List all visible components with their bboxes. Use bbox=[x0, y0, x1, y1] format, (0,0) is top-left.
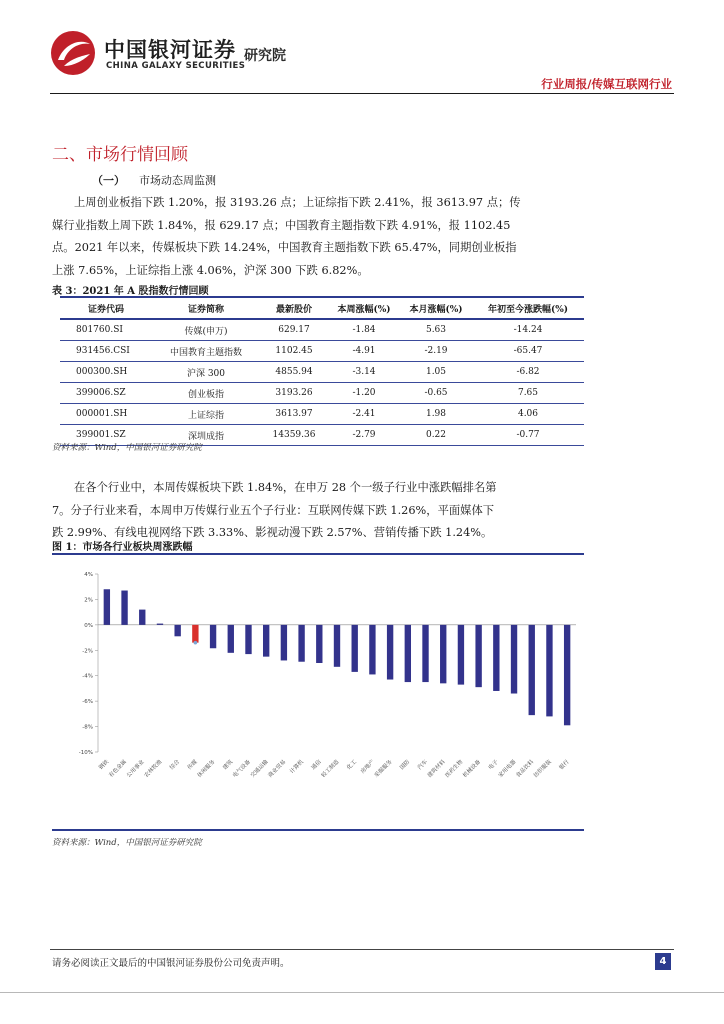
chart-top-divider bbox=[52, 553, 584, 555]
cell-month-change: 1.05 bbox=[400, 362, 472, 383]
cell-name: 深圳成指 bbox=[152, 425, 260, 446]
cell-week-change: -1.84 bbox=[328, 319, 400, 341]
column-header-name: 证券简称 bbox=[152, 297, 260, 319]
chart-caption: 图 1：市场各行业板块周涨跌幅 bbox=[52, 542, 193, 553]
cell-code: 399006.SZ bbox=[60, 383, 152, 404]
x-category-label: 综合 bbox=[169, 759, 182, 772]
bar-industry bbox=[475, 625, 481, 687]
x-category-label: 纺织服装 bbox=[533, 759, 553, 779]
bar-industry bbox=[245, 625, 251, 654]
y-tick-label: 0% bbox=[84, 622, 93, 629]
bar-industry bbox=[387, 625, 393, 680]
bar-industry bbox=[157, 624, 163, 625]
cell-price: 4855.94 bbox=[260, 362, 328, 383]
paragraph-line: 在各个行业中，本周传媒板块下跌 1.84%，在申万 28 个一级子行业中涨跌幅排名第 bbox=[74, 481, 497, 494]
y-tick-label: 4% bbox=[84, 572, 93, 578]
x-category-label: 农林牧渔 bbox=[143, 759, 164, 779]
x-category-label: 食品饮料 bbox=[515, 759, 536, 779]
brand-name-cn: 中国银河证券 bbox=[104, 38, 236, 62]
x-category-label: 休闲服务 bbox=[196, 759, 217, 779]
bar-industry bbox=[316, 625, 322, 663]
column-header-ytd-change: 年初至今涨跌幅(%) bbox=[472, 297, 584, 319]
y-tick-label: -6% bbox=[82, 699, 93, 706]
cell-ytd-change: 7.65 bbox=[472, 383, 584, 404]
subsection-label: 市场动态周监测 bbox=[139, 174, 216, 187]
brand-name-en: CHINA GALAXY SECURITIES bbox=[106, 61, 246, 71]
cell-month-change: -0.65 bbox=[400, 383, 472, 404]
cell-name: 上证综指 bbox=[152, 404, 260, 425]
paragraph-line: 跌 2.99%、有线电视网络下跌 3.33%、影视动漫下跌 2.57%、营销传播下跌 1.24%。 bbox=[52, 526, 493, 539]
paragraph-line: 媒行业指数上周下跌 1.84%，报 629.17 点；中国教育主题指数下跌 4.91%，报 1102.45 bbox=[52, 218, 511, 232]
section-title: 二、市场行情回顾 bbox=[52, 145, 188, 165]
cell-month-change: 5.63 bbox=[400, 319, 472, 341]
bar-industry bbox=[352, 625, 358, 672]
bar-industry bbox=[228, 625, 234, 653]
industry-weekly-change-chart bbox=[52, 556, 584, 828]
chart-source-note: 资料来源：Wind，中国银河证券研究院 bbox=[52, 838, 202, 848]
cell-price: 1102.45 bbox=[260, 341, 328, 362]
cell-name: 中国教育主题指数 bbox=[152, 341, 260, 362]
bar-industry bbox=[104, 589, 110, 625]
page-bottom-line bbox=[0, 992, 724, 993]
x-category-label: 汽车 bbox=[416, 759, 429, 772]
x-category-label: 电子 bbox=[487, 759, 500, 772]
cell-code: 000300.SH bbox=[60, 362, 152, 383]
cell-month-change: 0.22 bbox=[400, 425, 472, 446]
industry-summary-paragraph bbox=[52, 477, 676, 545]
brand-institute: 研究院 bbox=[244, 48, 286, 64]
x-category-label: 机械设备 bbox=[462, 759, 483, 779]
paragraph-line: 7。分子行业来看，本周申万传媒行业五个子行业：互联网传媒下跌 1.26%，平面媒体下 bbox=[52, 503, 495, 517]
y-tick-label: -10% bbox=[78, 750, 93, 756]
bar-industry bbox=[281, 625, 287, 661]
x-category-label: 交通运输 bbox=[249, 759, 270, 779]
x-category-label: 钢铁 bbox=[98, 759, 111, 772]
cell-code: 931456.CSI bbox=[60, 341, 152, 362]
bar-industry bbox=[511, 625, 517, 694]
table-caption: 表 3：2021 年 A 股指数行情回顾 bbox=[52, 286, 209, 297]
x-category-label: 建筑材料 bbox=[426, 759, 447, 779]
cell-code: 399001.SZ bbox=[60, 425, 152, 446]
x-category-label: 国防 bbox=[399, 759, 412, 772]
cell-code: 801760.SI bbox=[60, 319, 152, 341]
cell-ytd-change: 4.06 bbox=[472, 404, 584, 425]
bar-industry bbox=[422, 625, 428, 682]
paragraph-line: 上周创业板指下跌 1.20%，报 3193.26 点；上证综指下跌 2.41%，报 3613.97 点；传 bbox=[74, 196, 521, 209]
y-tick-label: -2% bbox=[82, 648, 93, 655]
cell-name: 创业板指 bbox=[152, 383, 260, 404]
cell-price: 3613.97 bbox=[260, 404, 328, 425]
cell-week-change: -2.79 bbox=[328, 425, 400, 446]
cell-week-change: -3.14 bbox=[328, 362, 400, 383]
cell-name: 传媒(申万) bbox=[152, 319, 260, 341]
market-summary-paragraph bbox=[52, 192, 676, 282]
index-performance-table bbox=[60, 296, 584, 446]
x-category-label: 化工 bbox=[346, 759, 359, 772]
cell-week-change: -2.41 bbox=[328, 404, 400, 425]
bar-industry bbox=[458, 625, 464, 685]
bar-industry bbox=[440, 625, 446, 683]
y-tick-label: -4% bbox=[82, 673, 93, 680]
highlight-marker bbox=[194, 641, 198, 645]
column-header-week-change: 本周涨幅(%) bbox=[328, 297, 400, 319]
bar-industry bbox=[263, 625, 269, 657]
x-category-label: 银行 bbox=[558, 759, 571, 772]
footer-divider bbox=[50, 949, 674, 950]
y-tick-label: -8% bbox=[82, 724, 93, 731]
x-category-label: 通信 bbox=[310, 759, 323, 772]
bar-industry bbox=[493, 625, 499, 691]
x-category-label: 传媒 bbox=[186, 759, 199, 772]
table-row bbox=[60, 362, 584, 383]
table-row bbox=[60, 383, 584, 404]
bar-industry bbox=[121, 591, 127, 625]
x-category-label: 电气设备 bbox=[232, 759, 252, 779]
paragraph-line: 上涨 7.65%，上证综指上涨 4.06%，沪深 300 下跌 6.82%。 bbox=[52, 263, 369, 277]
x-category-label: 计算机 bbox=[289, 759, 306, 776]
cell-ytd-change: -14.24 bbox=[472, 319, 584, 341]
bar-industry bbox=[334, 625, 340, 667]
chart-bottom-divider bbox=[52, 829, 584, 831]
cell-ytd-change: -65.47 bbox=[472, 341, 584, 362]
x-category-label: 轻工制造 bbox=[320, 759, 341, 779]
bar-industry bbox=[529, 625, 535, 715]
cell-price: 629.17 bbox=[260, 319, 328, 341]
column-header-code: 证券代码 bbox=[60, 297, 152, 319]
column-header-month-change: 本月涨幅(%) bbox=[400, 297, 472, 319]
x-category-label: 房地产 bbox=[359, 759, 376, 776]
cell-month-change: -2.19 bbox=[400, 341, 472, 362]
column-header-price: 最新股价 bbox=[260, 297, 328, 319]
bar-industry bbox=[564, 625, 570, 725]
galaxy-logo-icon bbox=[50, 30, 96, 76]
bar-industry bbox=[298, 625, 304, 662]
cell-week-change: -1.20 bbox=[328, 383, 400, 404]
bar-industry bbox=[210, 625, 216, 648]
x-category-label: 商业贸易 bbox=[267, 759, 288, 779]
y-tick-label: 2% bbox=[84, 597, 93, 604]
cell-week-change: -4.91 bbox=[328, 341, 400, 362]
x-category-label: 采掘服务 bbox=[373, 759, 394, 779]
subsection-number: （一） bbox=[92, 174, 125, 187]
table-source-note: 资料来源：Wind，中国银河证券研究院 bbox=[52, 443, 202, 453]
header-divider bbox=[50, 93, 674, 94]
x-category-label: 公用事业 bbox=[125, 759, 146, 779]
page-number: 4 bbox=[655, 953, 671, 970]
table-row bbox=[60, 319, 584, 341]
cell-ytd-change: -6.82 bbox=[472, 362, 584, 383]
table-row bbox=[60, 341, 584, 362]
cell-ytd-change: -0.77 bbox=[472, 425, 584, 446]
x-category-label: 医药生物 bbox=[444, 759, 465, 779]
bar-industry bbox=[546, 625, 552, 717]
bar-highlighted bbox=[192, 625, 198, 643]
table-header-row bbox=[60, 297, 584, 319]
x-category-label: 家用电器 bbox=[497, 759, 518, 779]
bar-industry bbox=[369, 625, 375, 675]
footer-disclaimer: 请务必阅读正文最后的中国银河证券股份公司免责声明。 bbox=[52, 958, 290, 969]
bar-industry bbox=[139, 610, 145, 625]
x-category-label: 有色金属 bbox=[108, 759, 128, 779]
bar-industry bbox=[405, 625, 411, 682]
cell-month-change: 1.98 bbox=[400, 404, 472, 425]
x-category-label: 建筑 bbox=[222, 759, 235, 772]
cell-price: 14359.36 bbox=[260, 425, 328, 446]
paragraph-line: 点。2021 年以来，传媒板块下跌 14.24%，中国教育主题指数下跌 65.47%，同期创业板指 bbox=[52, 241, 517, 254]
cell-code: 000001.SH bbox=[60, 404, 152, 425]
table-row bbox=[60, 404, 584, 425]
report-tag: 行业周报/传媒互联网行业 bbox=[541, 77, 672, 91]
cell-name: 沪深 300 bbox=[152, 362, 260, 383]
subsection-title bbox=[92, 172, 216, 188]
bar-industry bbox=[174, 625, 180, 636]
cell-price: 3193.26 bbox=[260, 383, 328, 404]
